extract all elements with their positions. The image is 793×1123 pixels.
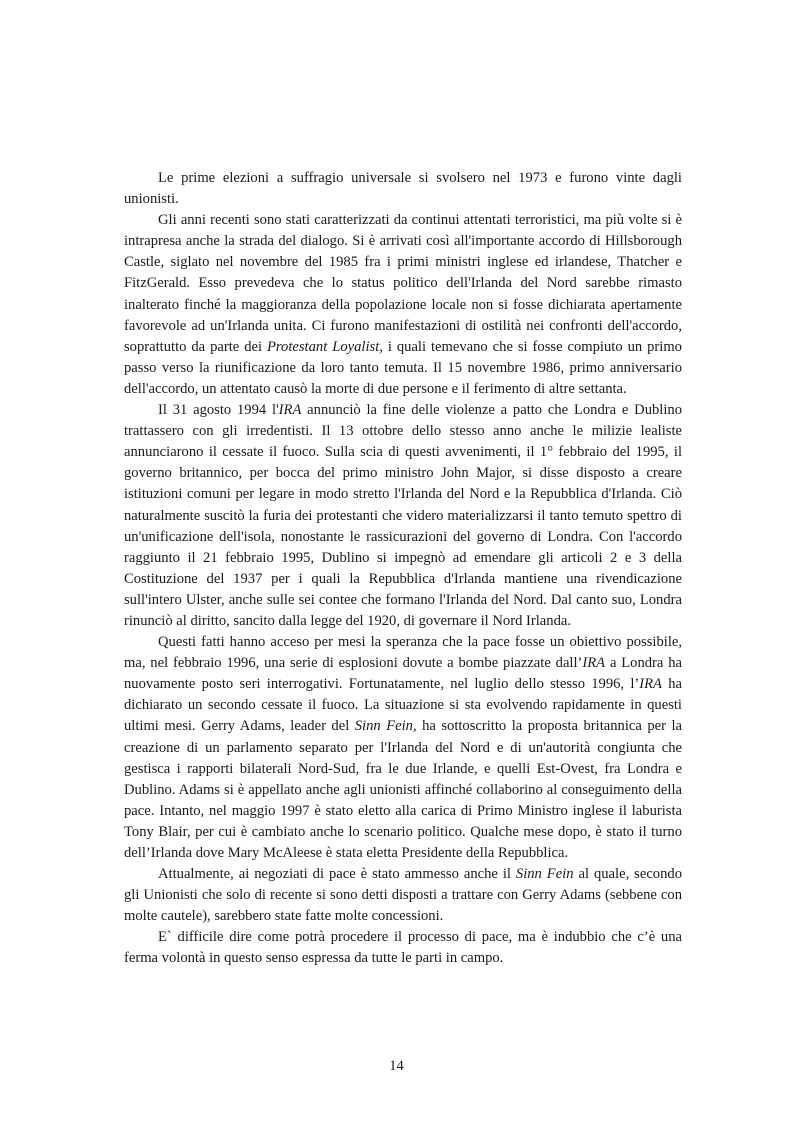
body-text <box>124 168 682 970</box>
italic-term: Sinn Fein <box>515 866 574 883</box>
text-span: a Londra ha nuovamente posto seri interrogativi. Fortunatamente, nel luglio dello stesso 1996, l’ <box>124 655 683 693</box>
paragraph-1 <box>124 168 682 210</box>
text-span: Il 31 agosto 1994 l' <box>158 402 279 419</box>
italic-term: IRA <box>582 655 606 672</box>
text-span: Questi fatti hanno acceso per mesi la speranza che la pace fosse un obiettivo possibile, ma, nel febbraio 1996, una serie di esplosioni dovute a bombe piazzate dall’ <box>124 634 682 672</box>
italic-term: Sinn Fein <box>354 718 413 735</box>
paragraph-5 <box>124 864 682 927</box>
text-span: , ha sottoscritto la proposta britannica per la creazione di un parlamento separato per l'Irlanda del Nord e di un'autorità congiunta che gestisca i rapporti bilaterali Nord-Sud, fra le due Irlande, e quelli Est-Ovest, fra Londra e Dublino. Adams si è appellato anche agli unionisti affinché collaborino al conseguimento della pace. Intanto, nel maggio 1997 è stato eletto alla carica di Primo Ministro inglese il laburista Tony Blair, per cui è cambiato anche lo scenario politico. Qualche mese dopo, è stato il turno dell’Irlanda dove Mary McAleese è stata eletta Presidente della Repubblica. <box>124 718 682 861</box>
italic-term: Protestant Loyalist <box>267 338 380 355</box>
italic-term: IRA <box>639 676 662 693</box>
page-number: 14 <box>389 1058 404 1074</box>
paragraph-4 <box>124 632 682 864</box>
text-span: Gli anni recenti sono stati caratterizzati da continui attentati terroristici, ma più volte si è intrapresa anche la strada del dialogo. Si è arrivati così all'importante accordo di Hillsborough Castle, siglato nel novembre del 1985 fra i primi ministri inglese ed irlandese, Thatcher e FitzGerald. Esso prevedeva che lo status politico dell'Irlanda del Nord sarebbe rimasto inalterato finché la maggioranza della popolazione locale non si fosse dichiarata apertamente favorevole ad un'Irlanda unita. Ci furono manifestazioni di ostilità nei confronti dell'accordo, soprattutto da parte dei <box>124 212 682 355</box>
text-span: ha dichiarato un secondo cessate il fuoco. La situazione si sta evolvendo rapidamente in questi ultimi mesi. Gerry Adams, leader del <box>124 676 682 735</box>
paragraph-3 <box>124 400 682 632</box>
paragraph-2 <box>124 210 682 400</box>
text-span: , i quali temevano che si fosse compiuto un primo passo verso la riunificazione da loro tanto temuta. Il 15 novembre 1986, primo anniversario dell'accordo, un attentato causò la morte di due persone e il ferimento di altre settanta. <box>124 338 682 397</box>
paragraph-6 <box>124 927 682 969</box>
text-span: al quale, secondo gli Unionisti che solo di recente si sono detti disposti a trattare con Gerry Adams (sebbene con molte cautele), sarebbero state fatte molte concessioni. <box>124 866 682 925</box>
text-span: Le prime elezioni a suffragio universale si svolsero nel 1973 e furono vinte dagli unionisti. <box>124 170 682 208</box>
text-span: annunciò la fine delle violenze a patto che Londra e Dublino trattassero con gli irredentisti. Il 13 ottobre dello stesso anno anche le milizie lealiste annunciarono il cessate il fuoco. Sulla scia di questi avvenimenti, il 1° febbraio del 1995, il governo britannico, per bocca del primo ministro John Major, si disse disposto a creare istituzioni comuni per legare in modo stretto l'Irlanda del Nord e la Repubblica d'Irlanda. Ciò naturalmente suscitò la furia dei protestanti che videro materializzarsi il tanto temuto spettro di un'unificazione dell'isola, nonostante le rassicurazioni del governo di Londra. Con l'accordo raggiunto il 21 febbraio 1995, Dublino si impegnò ad emendare gli articoli 2 e 3 della Costituzione del 1937 per i quali la Repubblica d'Irlanda mantiene una rivendicazione sull'intero Ulster, anche sulle sei contee che formano l'Irlanda del Nord. Dal canto suo, Londra rinunciò al diritto, sancito dalla legge del 1920, di governare il Nord Irlanda. <box>124 402 682 629</box>
italic-term: IRA <box>278 402 302 419</box>
text-span: E` difficile dire come potrà procedere il processo di pace, ma è indubbio che c’è una ferma volontà in questo senso espressa da tutte le parti in campo. <box>124 929 682 967</box>
text-span: Attualmente, ai negoziati di pace è stato ammesso anche il <box>158 866 516 883</box>
